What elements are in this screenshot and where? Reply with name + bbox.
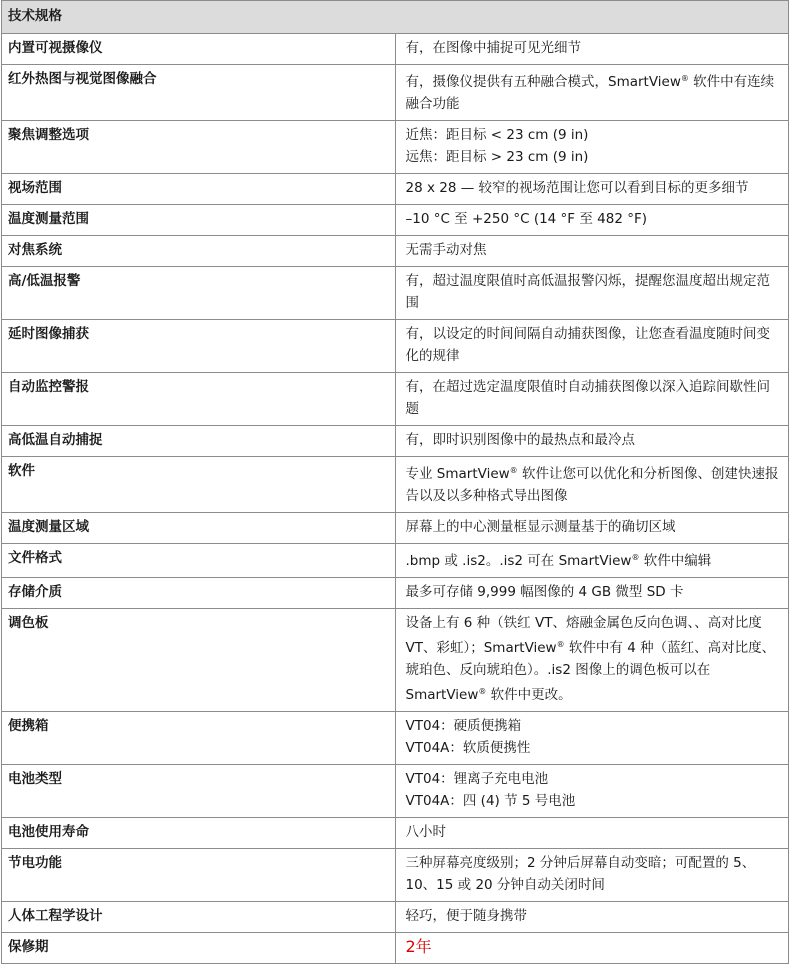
spec-label: 温度测量区域 [2,513,396,544]
spec-row [2,236,789,267]
spec-value-line: 屏幕上的中心测量框显示测量基于的确切区域 [405,519,676,535]
spec-label: 延时图像捕获 [2,320,396,373]
spec-label: 保修期 [2,933,396,964]
spec-row [2,426,789,457]
spec-label: 温度测量范围 [2,205,396,236]
spec-row [2,902,789,933]
table-title: 技术规格 [2,1,789,34]
spec-value-line: .bmp 或 .is2。.is2 可在 SmartView® 软件中编辑 [405,553,712,569]
spec-label: 文件格式 [2,544,396,578]
spec-label: 内置可视摄像仪 [2,34,396,65]
spec-label: 电池类型 [2,765,396,818]
spec-row [2,513,789,544]
spec-label: 红外热图与视觉图像融合 [2,65,396,121]
spec-label: 电池使用寿命 [2,818,396,849]
spec-label: 存储介质 [2,578,396,609]
spec-row [2,849,789,902]
registered-mark: ® [556,640,565,649]
spec-label: 节电功能 [2,849,396,902]
spec-value [395,544,789,578]
spec-row [2,578,789,609]
spec-label: 调色板 [2,609,396,712]
spec-value [395,818,789,849]
spec-value-line: 28 x 28 — 较窄的视场范围让您可以看到目标的更多细节 [405,180,749,196]
spec-value-line: 有，以设定的时间间隔自动捕获图像，让您查看温度随时间变化的规律 [405,326,770,364]
spec-row [2,34,789,65]
spec-value [395,267,789,320]
spec-value-line: 有，摄像仪提供有五种融合模式，SmartView® 软件中有连续融合功能 [405,74,775,112]
spec-value [395,712,789,765]
spec-row [2,320,789,373]
spec-row [2,544,789,578]
spec-row [2,121,789,174]
spec-row [2,373,789,426]
spec-value-line: VT04：锂离子充电电池 [405,771,549,787]
spec-value-line: 2年 [405,937,432,956]
spec-value-line: 设备上有 6 种（铁红 VT、熔融金属色反向色调、、高对比度 VT、彩虹）；SmartView® 软件中有 4 种（蓝红、高对比度、琥珀色、反向琥珀色）。.is2 图像上的调色板可以在 SmartView® 软件中更改。 [405,615,776,703]
spec-value [395,457,789,513]
spec-value [395,174,789,205]
spec-value [395,902,789,933]
spec-label: 高低温自动捕捉 [2,426,396,457]
spec-row [2,174,789,205]
table-header-row [2,1,789,34]
spec-label: 软件 [2,457,396,513]
spec-table [1,0,789,964]
spec-label: 对焦系统 [2,236,396,267]
spec-row [2,818,789,849]
spec-label: 高/低温报警 [2,267,396,320]
spec-value [395,849,789,902]
spec-value-line: 八小时 [405,824,446,840]
spec-value [395,373,789,426]
spec-value-line: 近焦：距目标 < 23 cm (9 in) [405,127,589,143]
registered-mark: ® [478,687,487,696]
spec-row [2,267,789,320]
spec-row [2,65,789,121]
spec-value-line: 有，在超过选定温度限值时自动捕获图像以深入追踪间歇性问题 [405,379,770,417]
spec-row [2,205,789,236]
registered-mark: ® [631,553,640,562]
spec-value-line: 三种屏幕亮度级别；2 分钟后屏幕自动变暗；可配置的 5、10、15 或 20 分钟自动关闭时间 [405,855,756,893]
spec-value [395,320,789,373]
spec-label: 聚焦调整选项 [2,121,396,174]
spec-value [395,426,789,457]
spec-label: 人体工程学设计 [2,902,396,933]
spec-label: 便携箱 [2,712,396,765]
spec-value [395,513,789,544]
spec-value-line: VT04A：四 (4) 节 5 号电池 [405,793,576,809]
spec-value [395,65,789,121]
spec-value [395,578,789,609]
spec-value [395,34,789,65]
spec-value-line: –10 °C 至 +250 °C (14 °F 至 482 °F) [405,211,647,227]
spec-label: 自动监控警报 [2,373,396,426]
spec-value-line: 有，即时识别图像中的最热点和最冷点 [405,432,635,448]
spec-value-line: 有，在图像中捕捉可见光细节 [405,40,581,56]
spec-row [2,712,789,765]
registered-mark: ® [509,466,518,475]
spec-value-line: 有，超过温度限值时高低温报警闪烁，提醒您温度超出规定范围 [405,273,770,311]
spec-value-line: 最多可存储 9,999 幅图像的 4 GB 微型 SD 卡 [405,584,684,600]
spec-value [395,236,789,267]
spec-row [2,765,789,818]
spec-label: 视场范围 [2,174,396,205]
spec-row [2,457,789,513]
spec-row [2,933,789,964]
registered-mark: ® [680,74,689,83]
spec-row [2,609,789,712]
spec-value [395,121,789,174]
spec-value [395,609,789,712]
spec-value-line: VT04：硬质便携箱 [405,718,522,734]
spec-value [395,765,789,818]
spec-value-line: VT04A：软质便携性 [405,740,531,756]
spec-value-line: 远焦：距目标 > 23 cm (9 in) [405,149,589,165]
spec-value-line: 专业 SmartView® 软件让您可以优化和分析图像、创建快速报告以及以多种格式导出图像 [405,466,779,504]
spec-value [395,205,789,236]
spec-value-line: 无需手动对焦 [405,242,487,258]
spec-value [395,933,789,964]
spec-value-line: 轻巧，便于随身携带 [405,908,527,924]
